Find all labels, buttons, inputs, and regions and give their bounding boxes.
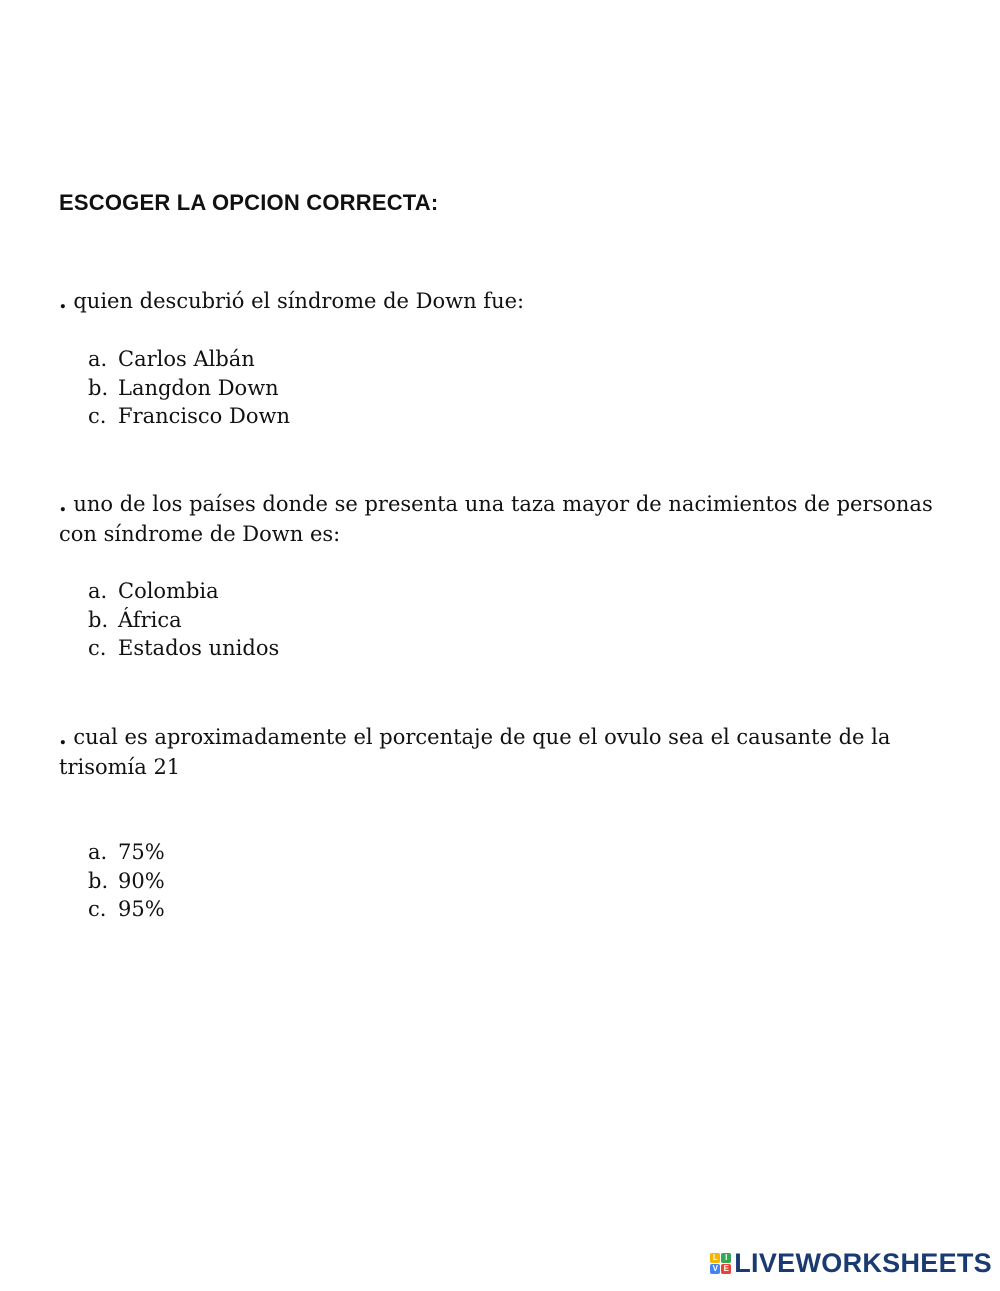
option-text: África [118,607,182,632]
option-text: Carlos Albán [118,347,255,371]
option-letter: a. [88,579,108,603]
option-text: Colombia [118,579,219,603]
liveworksheets-wordmark: LIVEWORKSHEETS [734,1248,992,1278]
logo-tile-e: E [721,1264,731,1274]
option-letter: c. [88,404,107,428]
option-letter: a. [88,347,108,371]
logo-tile-i: I [721,1253,731,1263]
option-text: 95% [118,897,165,921]
option-letter: b. [88,607,109,632]
option-item[interactable] [88,345,290,374]
option-item[interactable] [88,606,279,635]
question-3-text: cual es aproximadamente el porcentaje de que el ovulo sea el causante de la trisomía 21 [59,725,891,779]
option-item[interactable] [88,577,279,606]
option-text: 75% [118,840,165,864]
liveworksheets-logo [710,1248,992,1279]
option-item[interactable] [88,402,290,431]
question-2-options [88,577,279,663]
question-1-text: quien descubrió el síndrome de Down fue: [73,289,525,313]
logo-tile-v: V [710,1264,720,1274]
question-bullet: . [59,724,67,750]
question-bullet: . [59,288,67,314]
option-item[interactable] [88,867,165,896]
question-3 [59,722,939,782]
question-bullet: . [59,491,67,517]
option-letter: b. [88,375,109,400]
question-2-text: uno de los países donde se presenta una taza mayor de nacimientos de personas con síndrome de Down es: [59,492,933,546]
option-item[interactable] [88,895,165,924]
option-text: Estados unidos [118,636,280,660]
question-1 [59,286,939,316]
option-letter: c. [88,897,107,921]
option-item[interactable] [88,838,165,867]
option-item[interactable] [88,374,290,403]
option-text: 90% [118,868,165,893]
question-1-options [88,345,290,431]
option-text: Francisco Down [118,404,290,428]
page-heading: ESCOGER LA OPCION CORRECTA: [59,190,439,215]
option-letter: c. [88,636,107,660]
option-text: Langdon Down [118,375,279,400]
logo-tile-l: L [710,1253,720,1263]
option-item[interactable] [88,634,279,663]
question-3-options [88,838,165,924]
question-2 [59,489,939,549]
liveworksheets-icon [710,1253,731,1274]
option-letter: b. [88,868,109,893]
option-letter: a. [88,840,108,864]
